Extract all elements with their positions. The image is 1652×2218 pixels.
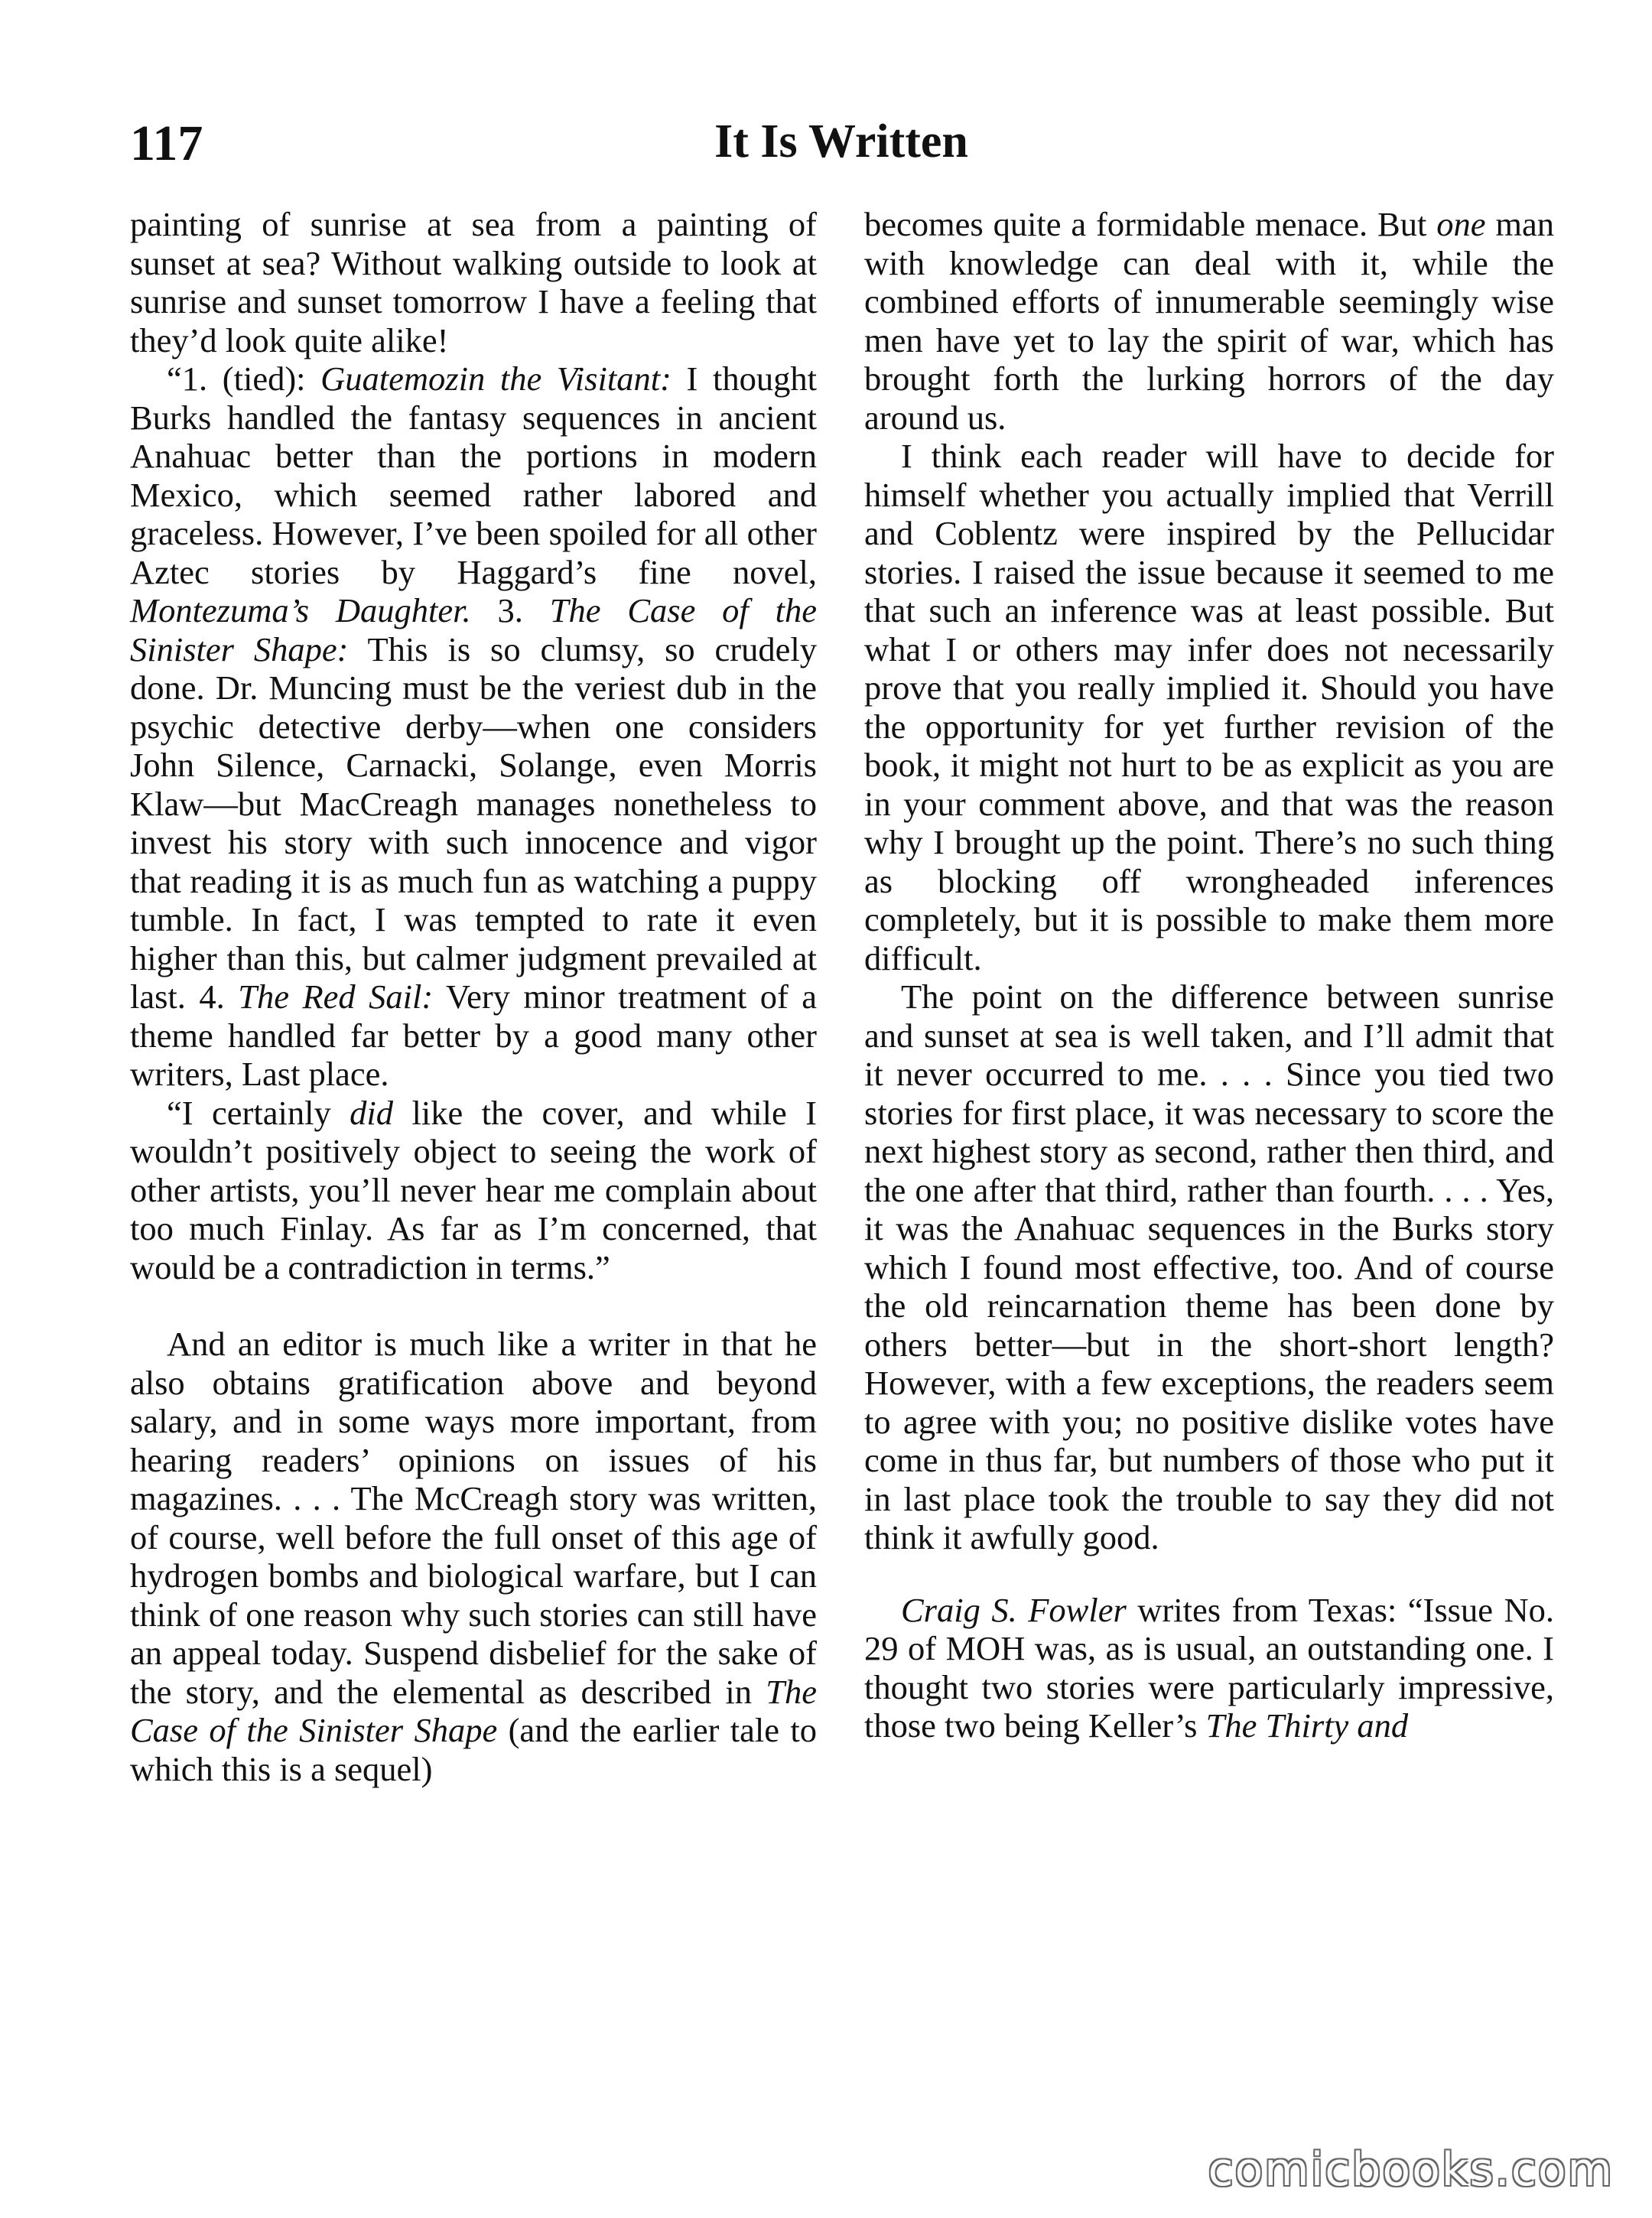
left-column (130, 205, 817, 1788)
running-title: It Is Written (714, 115, 968, 167)
paragraph-scoring: The point on the difference between sunrise and sunset at sea is well taken, and I’ll admit that it never occurred to me. . . . Since you tied two stories for first place, it was necessary to score the next highest story as second, rather then third, and the one after that third, rather than fourth. . . . Yes, it was the Anahuac sequences in the Burks story which I found most effective, too. And of course the old reincarnation theme has been done by others better—but in the short-short length? However, with a few exceptions, the readers seem to agree with you; no positive dislike votes have come in thus far, but numbers of those who put it in last place took the trouble to say they did not think it awfully good. (864, 977, 1554, 1556)
story-title: Guatemozin the Visitant: (320, 359, 672, 398)
site-watermark: comicbooks.com (1208, 2143, 1614, 2197)
page-header (130, 115, 1553, 184)
emphasis: one (1436, 205, 1486, 243)
paragraph-editor-reply: And an editor is much like a writer in that he also obtains gratification above and beyond salary, and in some ways more important, from hearing readers’ opinions on issues of his magazines. . . . The McCreagh story was written, of course, well before the full onset of this age of hydrogen bombs and biological warfare, but I can think of one reason why such stories can still have an appeal today. Suspend disbelief for the sake of the story, and the elemental as described in The Case of the Sinister Shape (and the earlier tale to which this is a sequel) (130, 1325, 817, 1788)
emphasis: did (350, 1093, 394, 1132)
right-column (864, 205, 1554, 1745)
story-title: The Thirty and (1205, 1706, 1409, 1745)
page-number: 117 (130, 115, 203, 171)
story-title: The Case of the Sinister Shape: (130, 591, 818, 668)
paragraph-sunrise-sunset: painting of sunrise at sea from a painting of sunset at sea? Without walking outside to look at sunrise and sunset tomorrow I have a feeling that they’d look quite alike! (130, 205, 817, 359)
paragraph-menace: becomes quite a formidable menace. But one man with knowledge can deal with it, while the combined efforts of innumerable seemingly wise men have yet to lay the spirit of war, which has brought forth the lurking horrors of the day around us. (864, 205, 1554, 437)
story-title: The Red Sail: (238, 977, 434, 1016)
letter-writer-name: Craig S. Fowler (901, 1590, 1127, 1629)
paragraph-fowler-letter: Craig S. Fowler writes from Texas: “Issue No. 29 of MOH was, as is usual, an outstanding one. I thought two stories were particularly impressive, those two being Keller’s The Thirty and (864, 1590, 1554, 1745)
paragraph-story-ratings: “1. (tied): Guatemozin the Visitant: I thought Burks handled the fantasy sequences in ancient Anahuac better than the portions in modern Mexico, which seemed rather labored and graceless. However, I’ve been spoiled for all other Aztec stories by Haggard’s fine novel, Montezuma’s Daughter. 3. The Case of the Sinister Shape: This is so clumsy, so crudely done. Dr. Muncing must be the veriest dub in the psychic detective derby—when one considers John Silence, Carnacki, Solange, even Morris Klaw—but MacCreagh manages nonetheless to invest his story with such innocence and vigor that reading it is as much fun as watching a puppy tumble. In fact, I was tempted to rate it even higher than this, but calmer judgment prevailed at last. 4. The Red Sail: Very minor treatment of a theme handled far better by a good many other writers, Last place. (130, 359, 818, 1093)
book-title: Montezuma’s Daughter. (130, 591, 471, 629)
paragraph-inference: I think each reader will have to decide for himself whether you actually implied that Verrill and Coblentz were inspired by the Pellucidar stories. I raised the issue because it seemed to me that such an inference was at least possible. But what I or others may infer does not necessarily prove that you really implied it. Should you have the opportunity for yet further revision of the book, it might not hurt to be as explicit as you are in your comment above, and that was the reason why I brought up the point. There’s no such thing as blocking off wrongheaded inferences completely, but it is possible to make them more difficult. (864, 437, 1554, 977)
paragraph-cover-comment: “I certainly did like the cover, and while I wouldn’t positively object to seeing the work of other artists, you’ll never hear me complain about too much Finlay. As far as I’m concerned, that would be a contradiction in terms.” (130, 1093, 817, 1286)
story-title: The Case of the Sinister Shape (130, 1672, 817, 1749)
